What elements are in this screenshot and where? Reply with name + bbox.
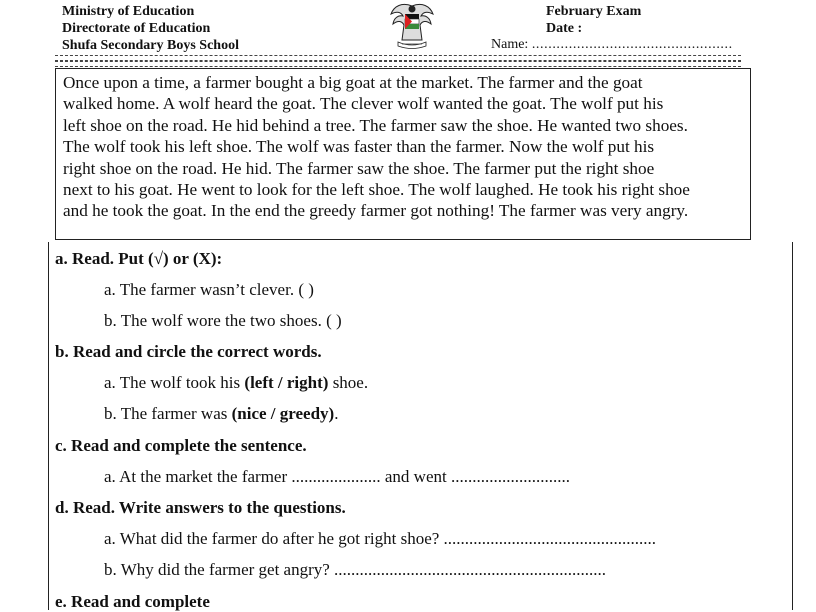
story-line: right shoe on the road. He hid. The farmer saw the shoe. The farmer put the right shoe [63,158,655,178]
name-field [491,37,733,53]
story-line: Once upon a time, a farmer bought a big goat at the market. The farmer and the goat [63,73,643,92]
story-line: The wolf took his left shoe. The wolf was faster than the farmer. Now the wolf put his [63,137,655,157]
question-b-item-2 [104,404,338,424]
question-e-title: e. Read and complete [55,592,210,611]
story-line: next to his goat. He went to look for the left shoe. The wolf laughed. He took his right shoe [63,180,690,200]
choice-nice-greedy[interactable]: (nice / greedy) [231,404,335,423]
left-border [48,242,49,610]
choice-left-right[interactable]: (left / right) [244,373,329,392]
header-right [546,3,641,37]
school-line: Shufa Secondary Boys School [62,38,239,53]
question-b-item-1 [104,373,368,393]
item-text: . [334,404,339,423]
directorate-line: Directorate of Education [62,21,211,36]
question-b-title: b. Read and circle the correct words. [55,342,322,361]
question-d-item-1[interactable]: a. What did the farmer do after he got right shoe? .................................................. [104,529,657,548]
date-label: Date : [546,21,583,36]
story-passage [55,68,751,240]
item-text: a. The wolf took his [104,373,245,392]
question-d-item-2[interactable]: b. Why did the farmer get angry? ................................................................ [104,560,607,579]
story-line: left shoe on the road. He hid behind a tree. The farmer saw the shoe. He wanted two shoes. [63,115,688,135]
question-a-title: a. Read. Put (√) or (X): [55,249,223,268]
story-line: walked home. A wolf heard the goat. The clever wolf wanted the goat. The wolf put his [63,94,664,114]
item-text: b. The farmer was [104,404,232,423]
question-c-item-1[interactable]: a. At the market the farmer ..................... and went ............................ [104,467,570,486]
header-left [62,3,239,54]
palestine-emblem-icon [388,0,436,52]
header-separator-2 [55,61,741,67]
question-a-item-2: b. The wolf wore the two shoes. ( ) [104,311,342,330]
right-border [792,242,793,610]
item-text: shoe. [328,373,369,392]
name-dots: ................................................. [531,37,733,52]
question-d-title: d. Read. Write answers to the questions. [55,498,346,517]
question-c-title: c. Read and complete the sentence. [55,436,307,455]
story-line: and he took the goat. In the end the greedy farmer got nothing! The farmer was very angry. [63,201,689,221]
exam-title: February Exam [546,4,642,19]
ministry-line: Ministry of Education [62,4,195,19]
name-label: Name: [491,37,529,52]
question-a-item-1: a. The farmer wasn’t clever. ( ) [104,280,314,299]
